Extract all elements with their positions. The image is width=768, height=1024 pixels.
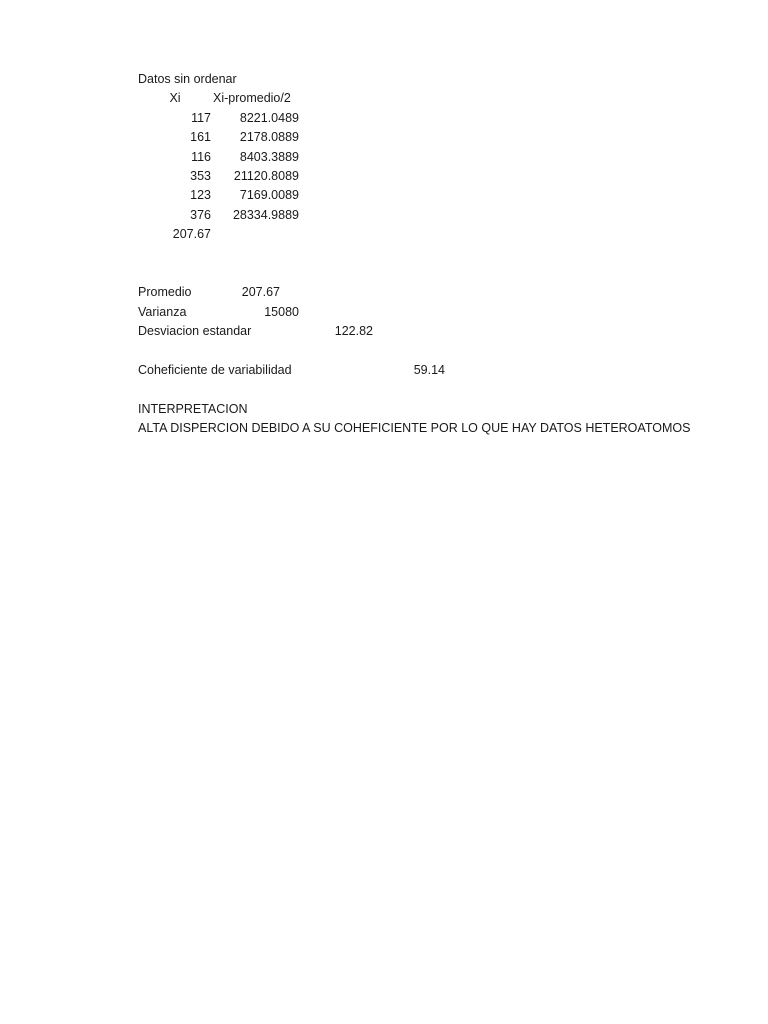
table-cell-xi: 123 (190, 188, 211, 202)
promedio-value: 207.67 (241, 285, 280, 299)
cv-value: 59.14 (413, 363, 445, 377)
table-cell-deviation: 21120.8089 (233, 169, 299, 183)
table-cell-xi: 353 (190, 169, 211, 183)
cv-label: Coheficiente de variabilidad (138, 363, 292, 377)
desviacion-value: 122.82 (334, 324, 373, 338)
column-header-xi: Xi (169, 91, 181, 105)
sheet-title: Datos sin ordenar (138, 72, 237, 86)
table-cell-deviation: 7169.0089 (239, 188, 299, 202)
varianza-value: 15080 (264, 305, 299, 319)
table-cell-deviation: 8403.3889 (239, 150, 299, 164)
interpretation-text: ALTA DISPERCION DEBIDO A SU COHEFICIENTE POR LO QUE HAY DATOS HETEROATOMOS (138, 421, 691, 435)
table-cell-xi: 117 (191, 111, 211, 125)
desviacion-label: Desviacion estandar (138, 324, 252, 338)
table-cell-deviation: 8221.0489 (239, 111, 299, 125)
table-cell-xi: 116 (191, 150, 211, 164)
column-total-value: 207.67 (172, 227, 211, 241)
table-cell-xi: 161 (190, 130, 211, 144)
table-cell-deviation: 2178.0889 (239, 130, 299, 144)
table-cell-xi: 376 (190, 208, 211, 222)
varianza-label: Varianza (138, 305, 187, 319)
column-header-deviation: Xi-promedio/2 (213, 91, 291, 105)
promedio-label: Promedio (138, 285, 192, 299)
interpretation-heading: INTERPRETACION (138, 402, 248, 416)
table-cell-deviation: 28334.9889 (232, 208, 299, 222)
